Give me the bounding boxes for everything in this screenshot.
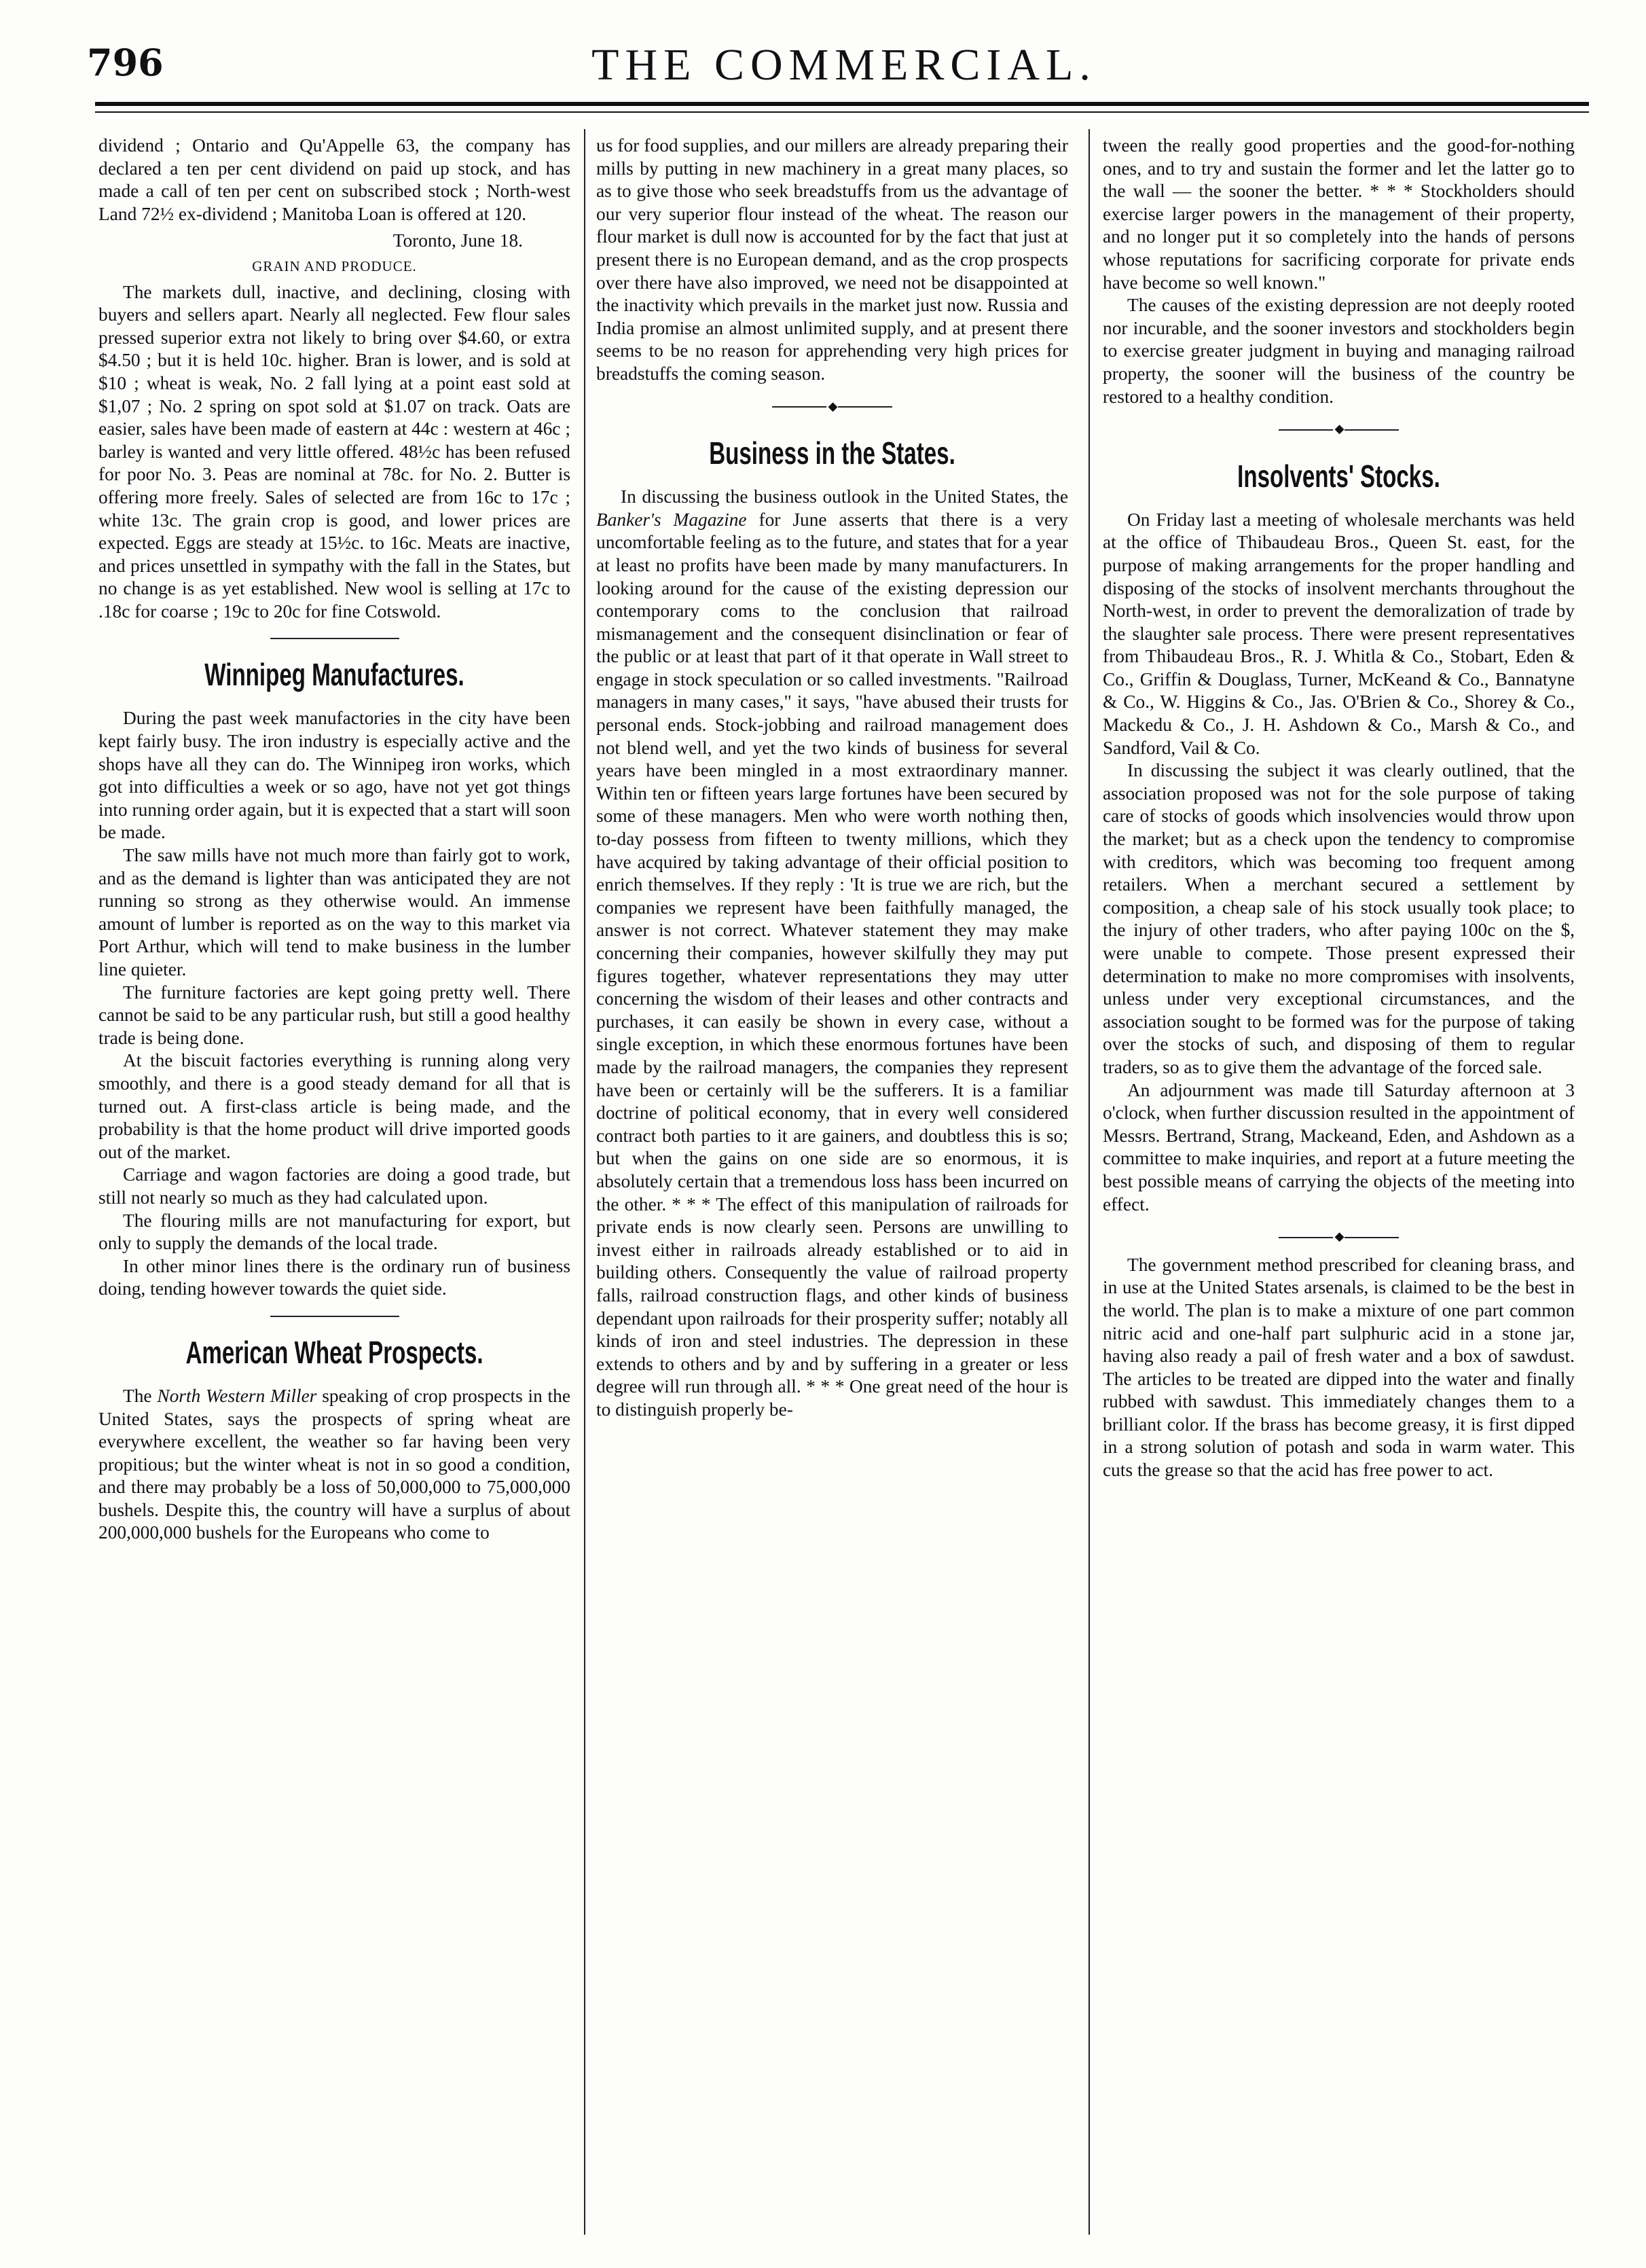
ornament-divider: ◆ xyxy=(1103,1225,1575,1248)
text-run: for June asserts that there is a very uncomfortable feeling as to the future, and states that for a year at least no profits have been made by many manufacturers. In looking around for the cause of the existing depression our contemporary coms to the conclusion that railroad mismanagement and the consequent disinclination or fear of the public or at least that part of it that operate in Wall street to engage in stock speculation or so called investments. "Railroad managers in many cases," it says, "have abused their trusts for personal ends. Stock-jobbing and railroad management does not blend well, and yet the two kinds of business for several years have been mingled in a most extraordinary manner. Within ten or fifteen years large fortunes have been secured by some of these managers. Men who were worth nothing then, to-day possess from fifteen to twenty millions, which they have acquired by taking advantage of their official position to enrich themselves. If they reply : 'It is true we are rich, but the companies we represent have been faithfully managed, the answer is not correct. Whatever statement they may make concerning their companies, however skilfully they may put figures together, whatever representations they may utter concerning the wisdom of their leases and other contracts and purchases, it can easily be shown in every case, without a single exception, in which these enormous fortunes have been made by the railroad managers, the companies they represent have been or certainly will be the sufferers. It is a familiar doctrine of political economy, that in every well considered contract both parties to it are gainers, and doubtless this is so; but when the gains on one side are so enormous, it is absolutely certain that a tremendous loss hass been incurred on the other. * * * The effect of this manipulation of railroads for private ends is now clearly seen. Persons are unwilling to invest either in railroads already established or to aid in building others. Consequently the value of railroad property falls, railroad construction flags, and other kinds of business dependant upon railroads for their prosperity suffer; notably all kinds of iron and steel industries. The depression in these extends to others and by and by suffering in a greater or less degree will run through all. * * * One great need of the hour is to distinguish properly be- xyxy=(596,509,1068,1420)
article-paragraph: Carriage and wagon factories are doing a good trade, but still not nearly so much as they had calculated upon. xyxy=(98,1164,570,1208)
headline-winnipeg-manufactures: Winnipeg Manufactures. xyxy=(204,657,464,693)
section-divider xyxy=(270,1316,399,1317)
column-2 xyxy=(596,134,1068,2227)
article-paragraph: The flouring mills are not manufacturing for export, but only to supply the demands of the local trade. xyxy=(98,1210,570,1254)
publication-name: North Western Miller xyxy=(157,1385,317,1406)
article-paragraph: The government method prescribed for cleaning brass, and in use at the United States arsenals, is claimed to be the best in the world. The plan is to make a mixture of one part common nitric acid and one-half part sulphuric acid in a stone jar, having also ready a pail of fresh water and a box of sawdust. The articles to be treated are dipped into the water and finally rubbed with sawdust. This immediately changes them to a brilliant color. If the brass has become greasy, it is first dipped in a strong solution of potash and soda in warm water. This cuts the grease so that the acid has free power to act. xyxy=(1103,1254,1575,1481)
ornament-line xyxy=(772,406,826,408)
article-paragraph xyxy=(98,1385,570,1545)
ornament-divider: ◆ xyxy=(1103,418,1575,441)
ornament-line xyxy=(1279,1237,1333,1238)
ornament-line xyxy=(1345,1237,1399,1238)
article-paragraph: In other minor lines there is the ordinary run of business doing, tending however towards the quiet side. xyxy=(98,1255,570,1299)
article-paragraph: An adjournment was made till Saturday afternoon at 3 o'clock, when further discussion resulted in the appointment of Messrs. Bertrand, Strang, Mackeand, Eden, and Ashdown as a committee to make inquiries, and report at a future meeting the best possible means of carrying the objects of the meeting into effect. xyxy=(1103,1079,1575,1214)
headline-business-in-the-states: Business in the States. xyxy=(709,435,955,471)
article-paragraph: The causes of the existing depression are not deeply rooted nor incurable, and the sooner investors and stockholders begin to exercise greater judgment in buying and managing railroad property, the sooner will the business of the country be restored to a healthy condition. xyxy=(1103,295,1575,407)
subhead-grain-produce: GRAIN AND PRODUCE. xyxy=(252,257,417,274)
headline-american-wheat-prospects: American Wheat Prospects. xyxy=(185,1334,483,1370)
publication-name: Banker's Magazine xyxy=(596,509,747,530)
text-run: speaking of crop prospects in the United States, says the prospects of spring wheat are everywhere excellent, the weather so far having been very propitious; but the winter wheat is not in so good a condition, and there may probably be a loss of 50,000,000 to 75,000,000 bushels. Despite this, the country will have a surplus of about 200,000,000 bushels for the Europeans who come to xyxy=(98,1385,570,1543)
article-paragraph: tween the really good properties and the good-for-nothing ones, and to try and sustain the former and let the latter go to the wall — the sooner the better. * * * Stockholders should exercise larger powers in the management of their property, and no longer put it so completely into the hands of persons whose reputations for sacrificing corporate for private ends have become so well known." xyxy=(1103,135,1575,293)
article-paragraph: On Friday last a meeting of wholesale merchants was held at the office of Thibaudeau Bros., Queen St. east, for the purpose of making arrangements for the proper handling and disposing of the stocks of insolvent merchants throughout the North-west, in order to prevent the demoralization of trade by the slaughter sale process. There were present representatives from Thibaudeau Bros., R. J. Whitla & Co., Stobart, Eden & Co., Griffin & Douglass, Turner, McKeand & Co., Bannatyne & Co., W. Higgins & Co., Jas. O'Brien & Co., Shorey & Co., Mackedu & Co., J. H. Ashdown & Co., Marsh & Co., and Sandford, Vail & Co. xyxy=(1103,509,1575,758)
article-paragraph: In discussing the subject it was clearly outlined, that the association proposed was not for the sole purpose of taking care of stocks of goods which insolvencies would throw upon the market; but as a check upon the tendency to compromise with creditors, which was becoming too frequent among retailers. When a merchant secured a settlement by composition, a cheap sale of his stock usually took place; to the injury of other traders, who after paying 100c on the $, were unable to compete. Those present expressed their determination to make no more compromises with insolvents, unless under very exceptional circumstances, and the association sought to be formed was for the purpose of taking over the stocks of such, and disposing of them to regular traders, so as to give them the advantage of the forced sale. xyxy=(1103,760,1575,1077)
article-paragraph: At the biscuit factories everything is running along very smoothly, and there is a good steady demand for all that is turned out. A first-class article is being made, and the probability is that the home product will drive imported goods out of the market. xyxy=(98,1050,570,1162)
ornament-line xyxy=(838,406,892,408)
market-report-paragraph: dividend ; Ontario and Qu'Appelle 63, the company has declared a ten per cent dividend on paid up stock, and has made a call of ten per cent on subscribed stock ; North-west Land 72½ ex-dividend ; Manitoba Loan is offered at 120. xyxy=(98,135,570,224)
grain-produce-paragraph: The markets dull, inactive, and declining, closing with buyers and sellers apart. Nearly all neglected. Few flour sales pressed superior extra not likely to bring over $4.60, or extra $4.50 ; but it is held 10c. higher. Bran is lower, and is sold at $10 ; wheat is weak, No. 2 fall lying at a point east sold at $1,07 ; No. 2 spring on spot sold at $1.07 on track. Oats are easier, sales have been made of eastern at 44c : western at 46c ; barley is wanted and very little offered. 48½c has been refused for poor No. 3. Peas are nominal at 78c. for No. 2. Butter is offering more freely. Sales of selected are from 16c to 17c ; white 13c. The grain crop is good, and lower prices are expected. Eggs are steady at 15½c. to 16c. Meats are inactive, and prices unsettled in sympathy with the fall in the States, but no change is as yet established. New wool is selling at 17c to .18c for coarse ; 19c to 20c for fine Cotswold. xyxy=(98,281,570,622)
headline-insolvents-stocks: Insolvents' Stocks. xyxy=(1237,458,1440,494)
ornament-line xyxy=(1279,429,1333,431)
column-divider-2 xyxy=(1089,129,1090,2235)
page-number: 796 xyxy=(87,41,164,84)
dateline: Toronto, June 18. xyxy=(392,230,523,251)
text-run: The xyxy=(123,1385,158,1406)
masthead-title: THE COMMERCIAL. xyxy=(591,40,1097,90)
article-paragraph: us for food supplies, and our millers are already preparing their mills by putting in new machinery in a great many places, so as to give those who seek breadstuffs from us the advantage of our very superior flour instead of the wheat. The reason our flour market is dull now is accounted for by the fact that just at present there is no European demand, and as the crop prospects over there have also improved, we need not be disappointed at the inactivity which prevails in the market just now. Russia and India promise an almost unlimited supply, and at present there seems to be no reason for apprehending very high prices for breadstuffs the coming season. xyxy=(596,135,1068,384)
ornament-line xyxy=(1345,429,1399,431)
ornament-divider: ◆ xyxy=(596,395,1068,418)
column-1 xyxy=(98,134,570,2227)
article-paragraph: The furniture factories are kept going pretty well. There cannot be said to be any particular rush, but still a good healthy trade is being done. xyxy=(98,982,570,1048)
header-rule-thick xyxy=(95,102,1589,106)
header-rule-thin xyxy=(95,111,1589,113)
section-divider xyxy=(270,638,399,639)
column-divider-1 xyxy=(584,129,585,2235)
text-run: In discussing the business outlook in the United States, the xyxy=(621,486,1068,507)
article-paragraph: The saw mills have not much more than fairly got to work, and as the demand is lighter than was anticipated they are not running so strong as they otherwise would. An immense amount of lumber is reported as on the way to this market via Port Arthur, which will tend to make business in the lumber line quieter. xyxy=(98,845,570,979)
column-3 xyxy=(1103,134,1575,2227)
article-paragraph: During the past week manufactories in the city have been kept fairly busy. The iron industry is especially active and the shops have all they can do. The Winnipeg iron works, which got into difficulties a week or so ago, have not yet got things into running order again, but it is expected that a start will soon be made. xyxy=(98,708,570,843)
article-paragraph xyxy=(596,486,1068,1421)
